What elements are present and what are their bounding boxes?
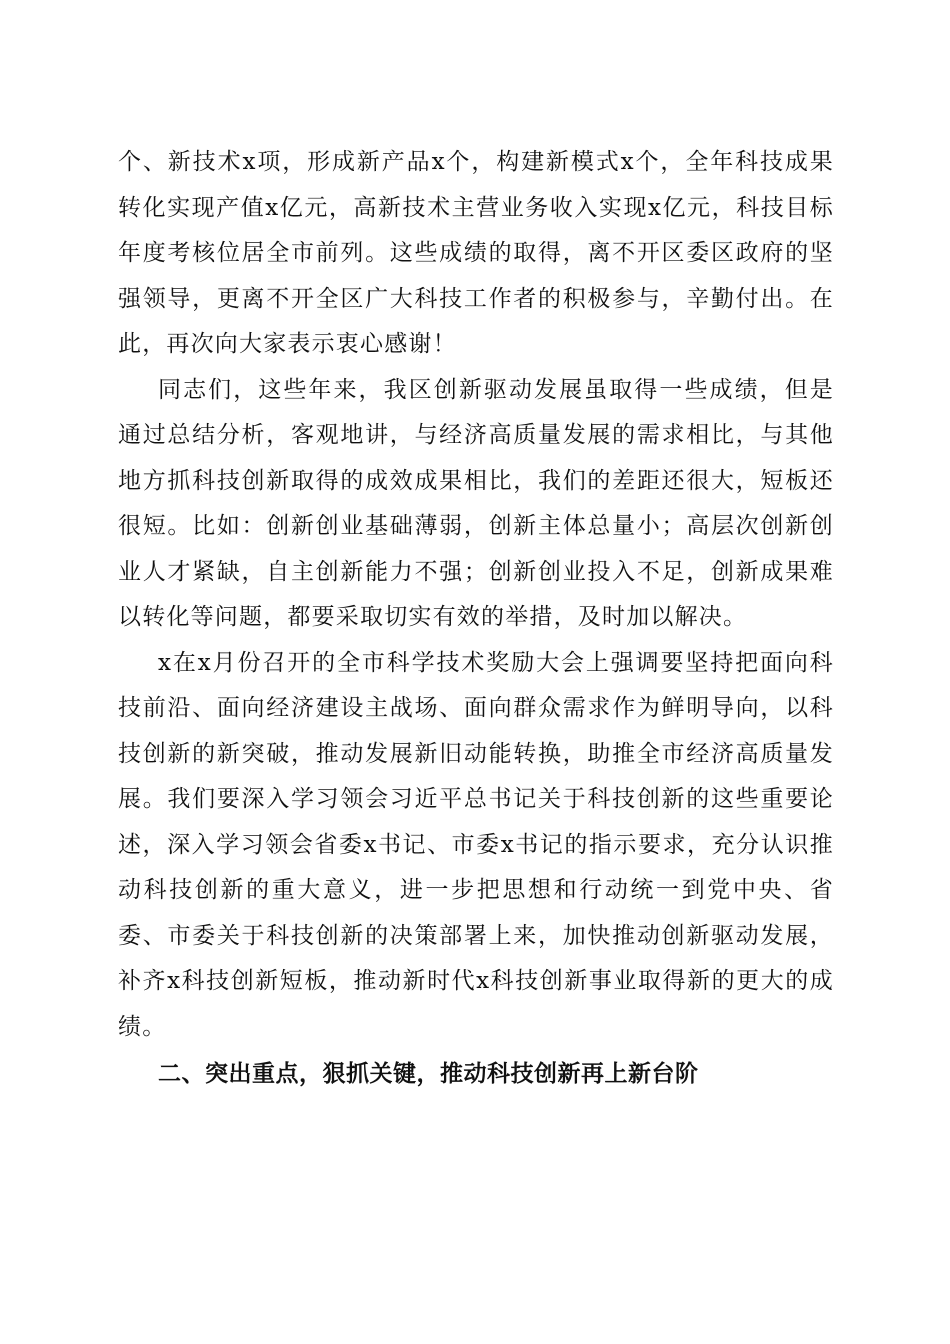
- paragraph-policy-guidance: x在x月份召开的全市科学技术奖励大会上强调要坚持把面向科技前沿、面向经济建设主战场、面向群众需求作为鲜明导向，以科技创新的新突破，推动发展新旧动能转换，助推全市经济高质量发展。我们要深入学习领会习近平总书记关于科技创新的这些重要论述，深入学习领会省委x书记、市委x书记的指示要求，充分认识推动科技创新的重大意义，进一步把思想和行动统一到党中央、省委、市委关于科技创新的决策部署上来，加快推动创新驱动发展，补齐x科技创新短板，推动新时代x科技创新事业取得新的更大的成绩。: [118, 649, 834, 1040]
- paragraph-continuation: 个、新技术x项，形成新产品x个，构建新模式x个，全年科技成果转化实现产值x亿元，高新技术主营业务收入实现x亿元，科技目标年度考核位居全市前列。这些成绩的取得，离不开区委区政府的坚强领导，更离不开全区广大科技工作者的积极参与，辛勤付出。在此，再次向大家表示衷心感谢！: [118, 149, 834, 357]
- document-body: [118, 140, 834, 1098]
- section-heading: 二、突出重点，狠抓关键，推动科技创新再上新台阶: [158, 1061, 699, 1087]
- paragraph-gap-analysis: 同志们，这些年来，我区创新驱动发展虽取得一些成绩，但是通过总结分析，客观地讲，与经济高质量发展的需求相比，与其他地方抓科技创新取得的成效成果相比，我们的差距还很大，短板还很短。比如：创新创业基础薄弱，创新主体总量小；高层次创新创业人才紧缺，自主创新能力不强；创新创业投入不足，创新成果难以转化等问题，都要采取切实有效的举措，及时加以解决。: [118, 376, 834, 630]
